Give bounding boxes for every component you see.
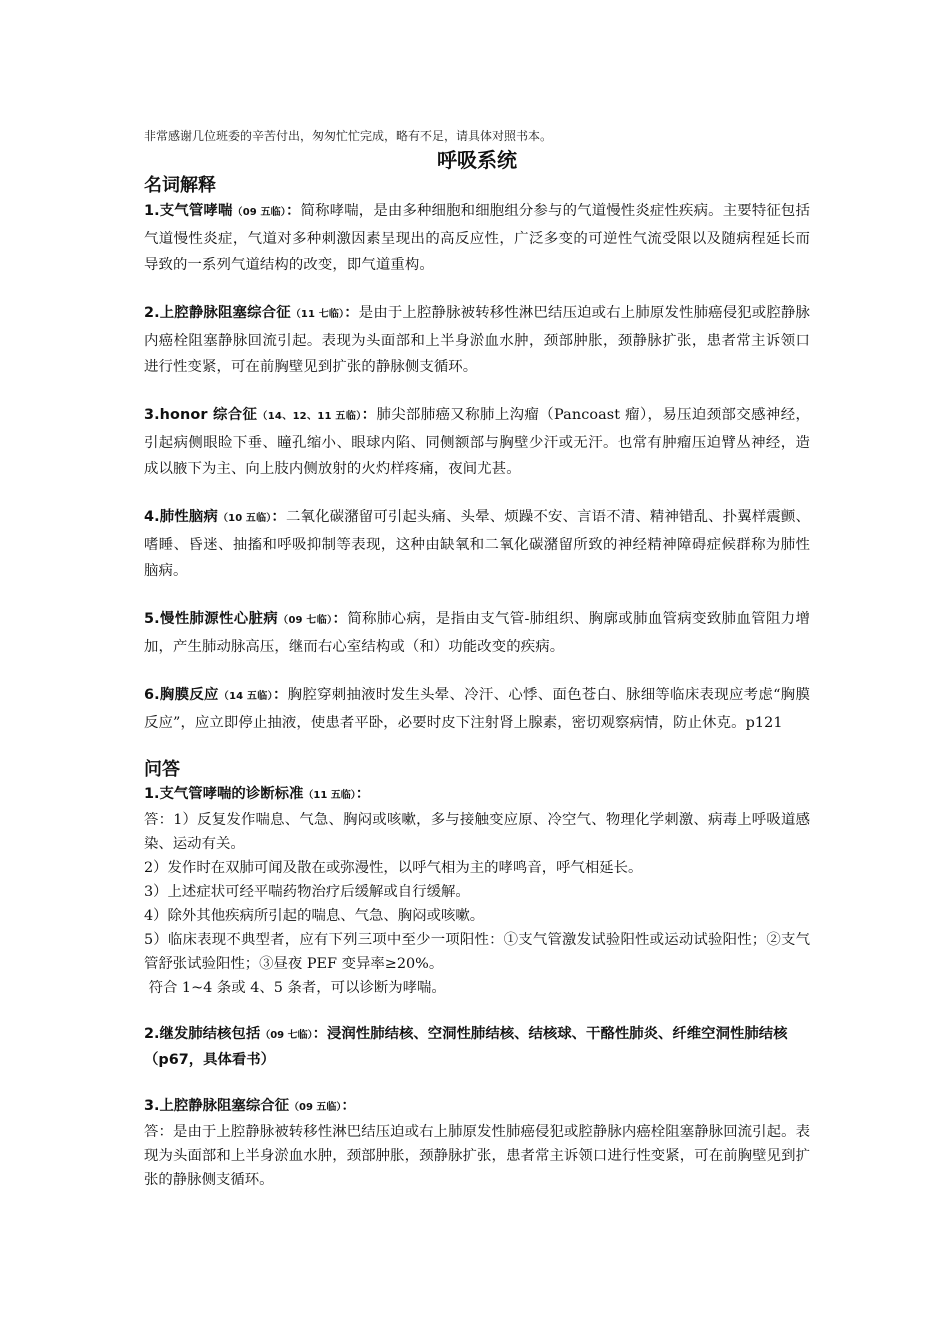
exam-tag: （09 五临）	[232, 207, 286, 218]
definition-paragraph: 4.肺性脑病（10 五临）：二氧化碳潴留可引起头痛、头晕、烦躁不安、言语不清、精神错乱、扑翼样震颤、嗜睡、昏迷、抽搐和呼吸抑制等表现，这种由缺氧和二氧化碳潴留所致的神经精神障碍症候群称为肺性脑病。	[144, 509, 810, 579]
exam-tag: （09 七临）	[260, 1030, 313, 1041]
exam-tag: （09 七临）	[278, 615, 333, 626]
answer-line: 5）临床表现不典型者，应有下列三项中至少一项阳性：①支气管激发试验阳性或运动试验阳性；②支气管舒张试验阳性；③昼夜 PEF 变异率≥20%。	[144, 932, 810, 972]
question-answer-inline: ：浸润性肺结核、空洞性肺结核、结核球、干酪性肺炎、纤维空洞性肺结核（p67，具体看书）	[144, 1026, 788, 1068]
definition-text: 简称肺心病，是指由支气管-肺组织、胸廓或肺血管病变致肺血管阻力增加，产生肺动脉高压，继而右心室结构或（和）功能改变的疾病。	[144, 611, 810, 655]
answer-line: 3）上述症状可经平喘药物治疗后缓解或自行缓解。	[144, 884, 470, 900]
definition-item	[144, 300, 810, 380]
qa-item	[144, 782, 810, 1000]
question-term: 2.继发肺结核包括	[144, 1026, 261, 1042]
exam-tag: （14、12、11 五临）	[257, 411, 362, 422]
definition-paragraph: 1.支气管哮喘（09 五临）：简称哮喘，是由多种细胞和细胞组分参与的气道慢性炎症性疾病。主要特征包括气道慢性炎症，气道对多种刺激因素呈现出的高反应性，广泛多变的可逆性气流受限以及随病程延长而导致的一系列气道结构的改变，即气道重构。	[144, 203, 810, 273]
section-heading-definitions: 名词解释	[144, 175, 216, 196]
definition-item	[144, 198, 810, 278]
definition-item	[144, 504, 810, 584]
answer-line: 4）除外其他疾病所引起的喘息、气急、胸闷或咳嗽。	[144, 908, 485, 924]
definition-term: 2.上腔静脉阻塞综合征	[144, 305, 291, 321]
definition-text: 二氧化碳潴留可引起头痛、头晕、烦躁不安、言语不清、精神错乱、扑翼样震颤、嗜睡、昏迷、抽搐和呼吸抑制等表现，这种由缺氧和二氧化碳潴留所致的神经精神障碍症候群称为肺性脑病。	[144, 509, 810, 579]
definition-text: 胸腔穿刺抽液时发生头晕、冷汗、心悸、面色苍白、脉细等临床表现应考虑“胸膜反应”，应立即停止抽液，使患者平卧，必要时皮下注射肾上腺素，密切观察病情，防止休克。p121	[144, 687, 810, 731]
document-title: 呼吸系统	[437, 148, 517, 172]
exam-tag: （11 五临）	[303, 790, 356, 801]
definition-item	[144, 682, 810, 736]
document-page	[144, 126, 810, 1214]
definition-term: 4.肺性脑病	[144, 509, 218, 525]
definition-term: 3.honor 综合征	[144, 407, 258, 423]
answer-line: 答：是由于上腔静脉被转移性淋巴结压迫或右上肺原发性肺癌侵犯或腔静脉内癌栓阻塞静脉回流引起。表现为头面部和上半身淤血水肿，颈部肿胀，颈静脉扩张，患者常主诉领口进行性变紧，可在前胸壁见到扩张的静脉侧支循环。	[144, 1124, 810, 1188]
exam-tag: （14 五临）	[218, 691, 273, 702]
thanks-note: 非常感谢几位班委的辛苦付出，匆匆忙忙完成，略有不足，请具体对照书本。	[144, 129, 553, 143]
exam-tag: （10 五临）	[217, 513, 272, 524]
definition-item	[144, 402, 810, 482]
definition-item	[144, 606, 810, 660]
definition-text: 简称哮喘，是由多种细胞和细胞组分参与的气道慢性炎症性疾病。主要特征包括气道慢性炎症，气道对多种刺激因素呈现出的高反应性，广泛多变的可逆性气流受限以及随病程延长而导致的一系列气道结构的改变，即气道重构。	[144, 203, 810, 273]
qa-item	[144, 1022, 810, 1072]
definition-term: 5.慢性肺源性心脏病	[144, 611, 279, 627]
definition-paragraph: 3.honor 综合征（14、12、11 五临）：肺尖部肺癌又称肺上沟瘤（Pancoast 瘤），易压迫颈部交感神经，引起病侧眼睑下垂、瞳孔缩小、眼球内陷、同侧额部与胸壁少汗或无汗。也常有肿瘤压迫臂丛神经，造成以腋下为主、向上肢内侧放射的火灼样疼痛，夜间尤甚。	[144, 407, 811, 477]
definition-paragraph: 2.上腔静脉阻塞综合征（11 七临）：是由于上腔静脉被转移性淋巴结压迫或右上肺原发性肺癌侵犯或腔静脉内癌栓阻塞静脉回流引起。表现为头面部和上半身淤血水肿，颈部肿胀，颈静脉扩张，患者常主诉领口进行性变紧，可在前胸壁见到扩张的静脉侧支循环。	[144, 305, 810, 375]
question-heading: 3.上腔静脉阻塞综合征（09 五临）：	[144, 1098, 356, 1114]
definition-term: 1.支气管哮喘	[144, 203, 233, 219]
definition-paragraph: 6.胸膜反应（14 五临）：胸腔穿刺抽液时发生头晕、冷汗、心悸、面色苍白、脉细等临床表现应考虑“胸膜反应”，应立即停止抽液，使患者平卧，必要时皮下注射肾上腺素，密切观察病情，防止休克。p121	[144, 687, 810, 731]
definition-term: 6.胸膜反应	[144, 687, 219, 703]
definition-paragraph: 5.慢性肺源性心脏病（09 七临）：简称肺心病，是指由支气管-肺组织、胸廓或肺血管病变致肺血管阻力增加，产生肺动脉高压，继而右心室结构或（和）功能改变的疾病。	[144, 611, 810, 655]
qa-item	[144, 1094, 810, 1192]
definition-text: 肺尖部肺癌又称肺上沟瘤（Pancoast 瘤），易压迫颈部交感神经，引起病侧眼睑下垂、瞳孔缩小、眼球内陷、同侧额部与胸壁少汗或无汗。也常有肿瘤压迫臂丛神经，造成以腋下为主、向上肢内侧放射的火灼样疼痛，夜间尤甚。	[144, 407, 811, 477]
question-heading	[144, 1022, 810, 1072]
exam-tag: （11 七临）	[290, 309, 345, 320]
question-term: 3.上腔静脉阻塞综合征	[144, 1098, 289, 1114]
exam-tag: （09 五临）	[289, 1102, 342, 1113]
answer-line: 符合 1~4 条或 4、5 条者，可以诊断为哮喘。	[144, 980, 446, 996]
section-heading-qa: 问答	[144, 759, 180, 780]
question-term: 1.支气管哮喘的诊断标准	[144, 786, 304, 802]
answer-line: 答：1）反复发作喘息、气急、胸闷或咳嗽，多与接触变应原、冷空气、物理化学刺激、病毒上呼吸道感染、运动有关。	[144, 812, 810, 852]
answer-line: 2）发作时在双肺可闻及散在或弥漫性，以呼气相为主的哮鸣音，呼气相延长。	[144, 860, 643, 876]
question-heading: 1.支气管哮喘的诊断标准（11 五临）：	[144, 786, 371, 802]
definition-text: 是由于上腔静脉被转移性淋巴结压迫或右上肺原发性肺癌侵犯或腔静脉内癌栓阻塞静脉回流引起。表现为头面部和上半身淤血水肿，颈部肿胀，颈静脉扩张，患者常主诉领口进行性变紧，可在前胸壁见到扩张的静脉侧支循环。	[144, 305, 810, 375]
